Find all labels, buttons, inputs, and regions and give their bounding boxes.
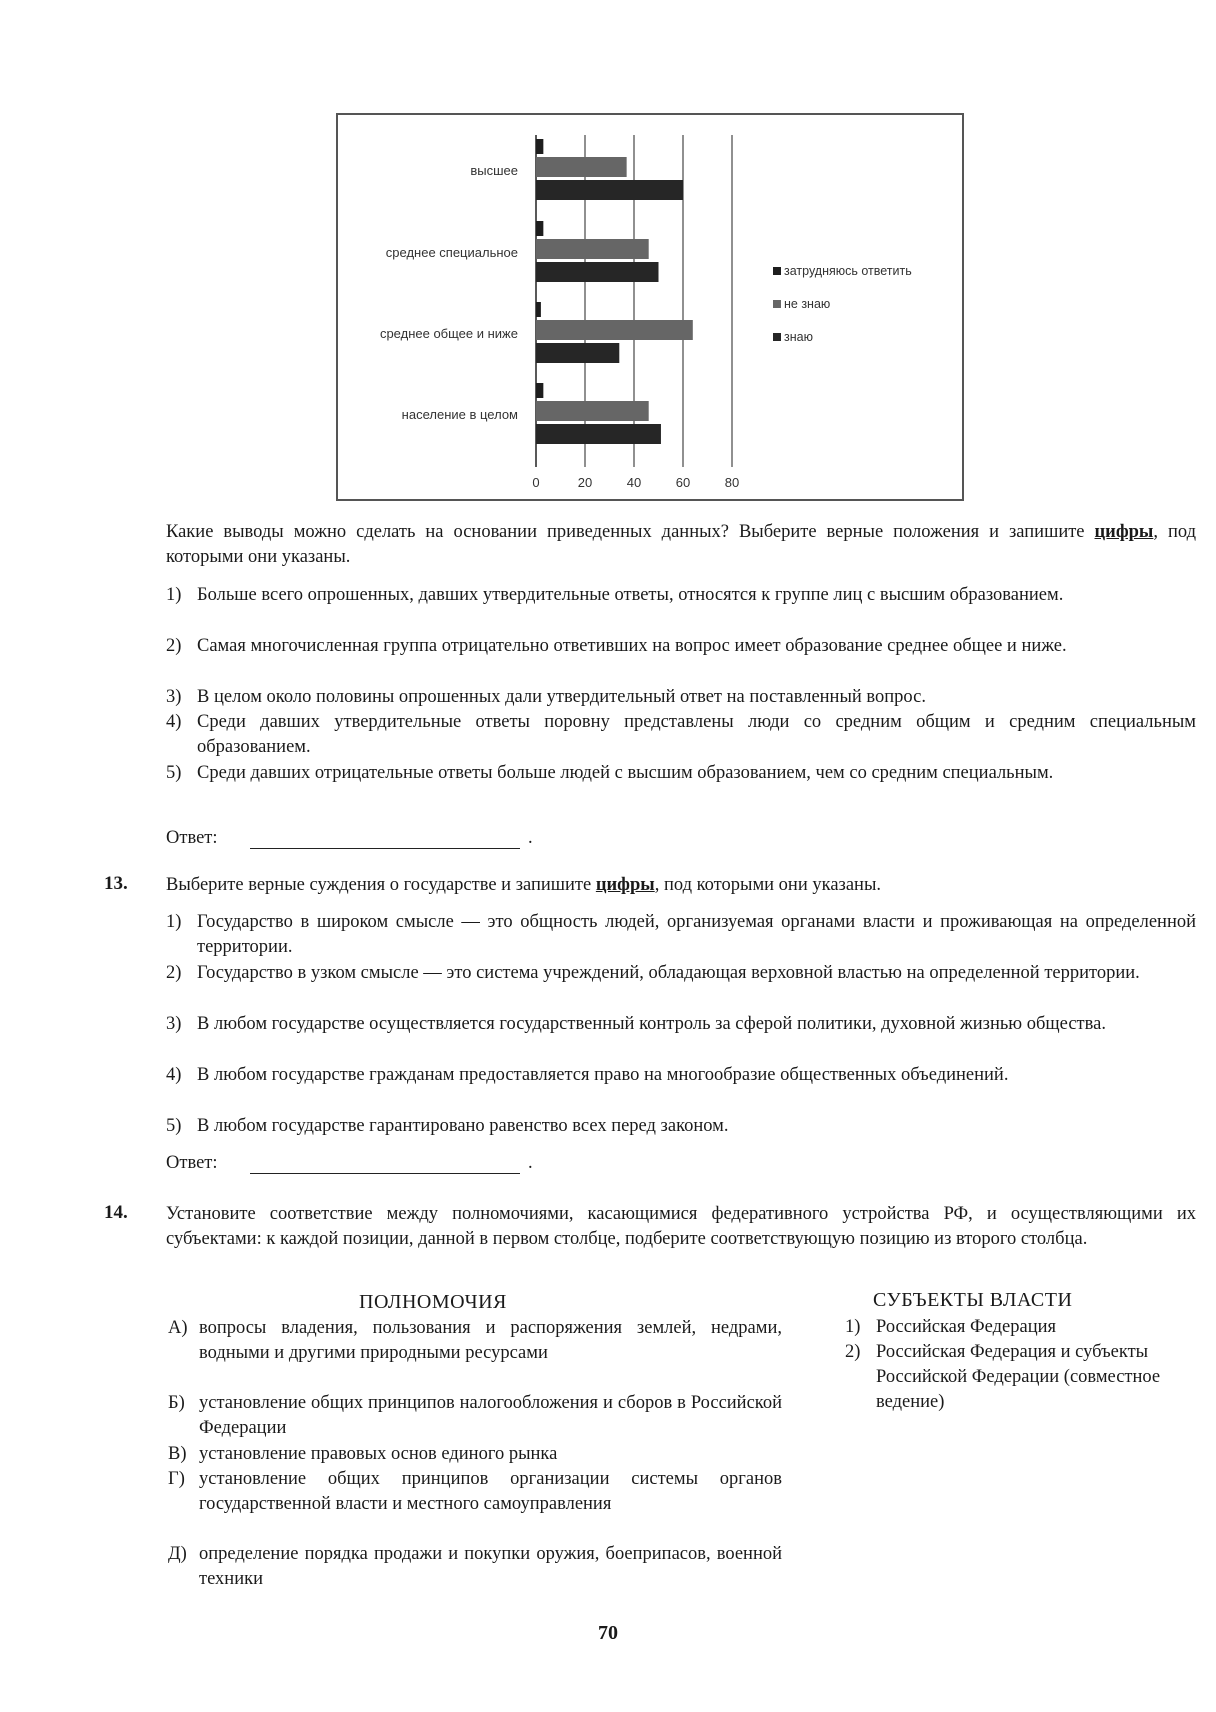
option-number: 3) [166, 1014, 182, 1034]
item-text: определение порядка продажи и покупки оружия, боеприпасов, военной техники [199, 1544, 782, 1589]
category-label: среднее специальное [385, 245, 518, 260]
bar [536, 320, 693, 340]
option-number: 2) [166, 636, 182, 656]
q13-prompt-text: Выберите верные суждения о государстве и запишите [166, 875, 596, 895]
option-text: В любом государстве осуществляется государственный контроль за сферой политики, духовной жизнью общества. [197, 1014, 1106, 1034]
category-label: население в целом [401, 407, 518, 422]
q13-option-2 [166, 961, 1196, 986]
subject-item-1 [845, 1315, 1175, 1340]
bar [536, 180, 683, 200]
q13-option-1 [166, 910, 1196, 960]
power-item-g [168, 1467, 782, 1517]
bar [536, 343, 619, 363]
power-item-b [168, 1391, 782, 1441]
subjects-heading: СУБЪЕКТЫ ВЛАСТИ [873, 1289, 1073, 1311]
item-text: установление общих принципов организации системы органов государственной власти и местного самоуправления [199, 1469, 782, 1514]
option-number: 3) [166, 687, 182, 707]
q13-option-3 [166, 1012, 1196, 1037]
q12-option-3 [166, 685, 1196, 710]
survey-bar-chart [336, 113, 964, 501]
option-text: В любом государстве гражданам предоставляется право на многообразие общественных объединений. [197, 1065, 1009, 1085]
bar [536, 157, 627, 177]
q12-option-1 [166, 583, 1196, 608]
q13-prompt [166, 873, 1196, 898]
q12-answer [166, 828, 218, 849]
q12-prompt-tail: , под которыми они указаны. [166, 522, 1196, 567]
option-text: Среди давших отрицательные ответы больше людей с высшим образованием, чем со средним специальным. [197, 763, 1054, 783]
bar [536, 401, 649, 421]
bar [536, 139, 543, 154]
option-number: 4) [166, 1065, 182, 1085]
answer-label: Ответ: [166, 828, 218, 848]
q13-prompt-bold: цифры [595, 875, 655, 895]
powers-heading: ПОЛНОМОЧИЯ [359, 1291, 507, 1313]
category-label: среднее общее и ниже [379, 326, 518, 341]
power-item-v [168, 1442, 782, 1467]
legend-label: знаю [784, 330, 813, 344]
chart-canvas [338, 115, 962, 499]
power-item-a [168, 1316, 782, 1366]
option-number: 1) [166, 585, 182, 605]
item-text: Российская Федерация [876, 1317, 1057, 1337]
item-text: установление общих принципов налогообложения и сборов в Российской Федерации [199, 1393, 782, 1438]
legend-swatch [773, 267, 781, 275]
q12-prompt-text: Какие выводы можно сделать на основании приведенных данных? Выберите верные положения и запишите [166, 522, 1095, 542]
x-tick-label: 40 [626, 475, 642, 490]
item-label: Г) [168, 1469, 185, 1489]
legend-swatch [773, 333, 781, 341]
item-text: установление правовых основ единого рынка [199, 1444, 558, 1464]
q14-number: 14. [104, 1202, 128, 1223]
q12-option-5 [166, 761, 1196, 786]
option-number: 1) [166, 912, 182, 932]
bar [536, 424, 661, 444]
option-text: Самая многочисленная группа отрицательно ответивших на вопрос имеет образование среднее общее и ниже. [197, 636, 1067, 656]
q12-option-2 [166, 634, 1196, 659]
power-item-d [168, 1542, 782, 1592]
bar [536, 262, 659, 282]
x-tick-label: 0 [532, 475, 540, 490]
x-tick-label: 60 [675, 475, 691, 490]
option-text: Государство в узком смысле — это система учреждений, обладающая верховной властью на определенной территории. [197, 963, 1140, 983]
x-tick-label: 80 [724, 475, 740, 490]
item-label: Д) [168, 1544, 187, 1564]
option-text: Среди давших утвердительные ответы поровну представлены люди со средним общим и средним специальным образованием. [197, 712, 1196, 757]
item-text: Российская Федерация и субъекты Российской Федерации (совместное ведение) [876, 1342, 1161, 1412]
option-text: В целом около половины опрошенных дали утвердительный ответ на поставленный вопрос. [197, 687, 926, 707]
item-label: 2) [845, 1342, 861, 1362]
option-number: 5) [166, 1116, 182, 1136]
category-label: высшее [470, 163, 518, 178]
q13-answer-end: . [528, 1153, 533, 1173]
legend-label: не знаю [784, 297, 831, 311]
q12-prompt [166, 520, 1196, 570]
option-number: 2) [166, 963, 182, 983]
q13-option-5 [166, 1114, 1196, 1139]
option-number: 5) [166, 763, 182, 783]
q13-option-4 [166, 1063, 1196, 1088]
legend-swatch [773, 300, 781, 308]
q13-number: 13. [104, 873, 128, 894]
item-text: вопросы владения, пользования и распоряжения землей, недрами, водными и другими природными ресурсами [199, 1318, 782, 1363]
q13-answer-field[interactable] [250, 1173, 520, 1174]
item-label: А) [168, 1318, 188, 1338]
bar [536, 239, 649, 259]
q12-answer-field[interactable] [250, 848, 520, 849]
option-text: Государство в широком смысле — это общность людей, организуемая органами власти и проживающая на определенной территории. [197, 912, 1196, 957]
option-text: Больше всего опрошенных, давших утвердительные ответы, относятся к группе лиц с высшим образованием. [197, 585, 1064, 605]
bar [536, 383, 543, 398]
q12-answer-end: . [528, 828, 533, 848]
q12-prompt-bold: цифры [1094, 522, 1154, 542]
q12-option-4 [166, 710, 1196, 760]
q13-prompt-tail: , под которыми они указаны. [654, 875, 882, 895]
option-text: В любом государстве гарантировано равенство всех перед законом. [197, 1116, 729, 1136]
answer-label: Ответ: [166, 1153, 218, 1173]
page-number: 70 [598, 1622, 618, 1644]
x-tick-label: 20 [577, 475, 593, 490]
item-label: 1) [845, 1317, 861, 1337]
option-number: 4) [166, 712, 182, 732]
subject-item-2 [845, 1340, 1175, 1415]
item-label: В) [168, 1444, 187, 1464]
bar [536, 302, 541, 317]
item-label: Б) [168, 1393, 185, 1413]
q13-answer [166, 1153, 218, 1174]
legend-label: затрудняюсь ответить [784, 264, 912, 278]
bar [536, 221, 543, 236]
q14-prompt: Установите соответствие между полномочиями, касающимися федеративного устройства РФ, и осуществляющими их субъектами: к каждой позиции, данной в первом столбце, подберите соответствующую позицию из второго столбца. [166, 1204, 1196, 1249]
